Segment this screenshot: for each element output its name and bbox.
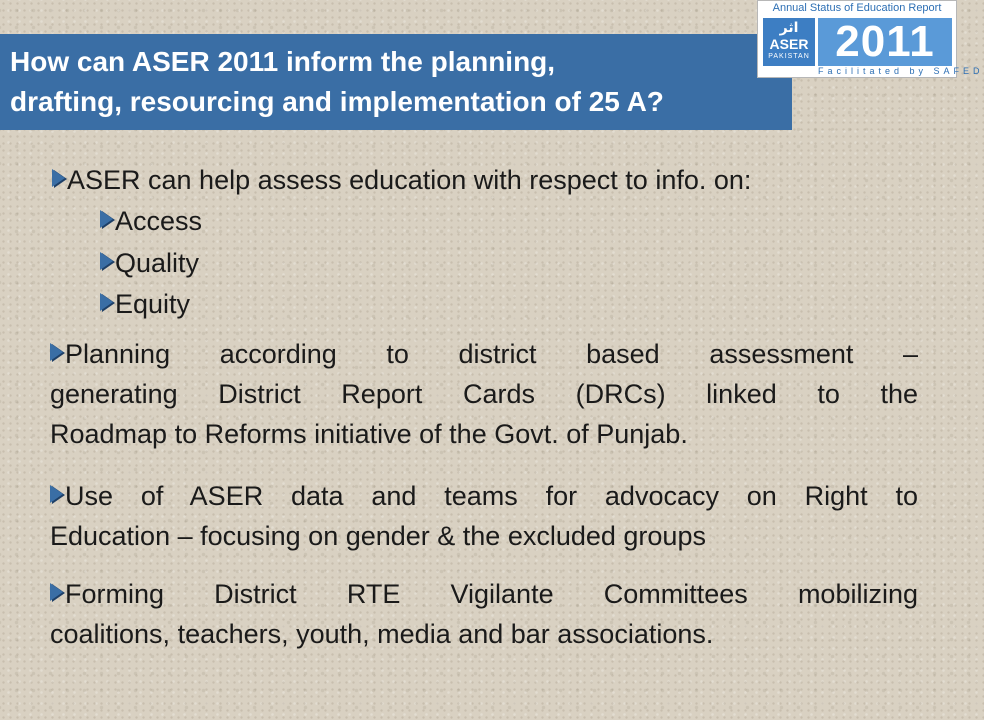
logo-facilitated-text: Facilitated by SAFED [818, 66, 984, 76]
aser-logo [757, 0, 984, 78]
sub-bullet-quality [100, 243, 199, 283]
bullet-text-line: Forming District RTE Vigilante Committees mobilizing [65, 579, 918, 609]
arrow-bullet-icon [50, 583, 63, 601]
bullet-text-line: Planning according to district based assessment – [65, 339, 918, 369]
bullet-item-planning [50, 334, 918, 454]
arrow-bullet-icon [100, 210, 113, 228]
bullet-text-line: Education – focusing on gender & the excluded groups [50, 521, 706, 551]
logo-aser-text: ASER [769, 36, 809, 52]
arrow-bullet-icon [100, 293, 113, 311]
logo-country-text: PAKISTAN [768, 53, 810, 60]
arrow-bullet-icon [100, 252, 113, 270]
logo-aser-block [763, 18, 815, 66]
sub-bullet-text: Quality [115, 248, 200, 278]
bullet-item-committees [50, 574, 918, 654]
logo-urdu-text: اثر [779, 19, 799, 35]
sub-bullet-text: Access [115, 206, 203, 236]
bullet-text-line: generating District Report Cards (DRCs) linked to the [50, 379, 918, 409]
bullet-text: ASER can help assess education with respect to info. on: [67, 165, 752, 195]
sub-bullet-text: Equity [115, 289, 191, 319]
arrow-bullet-icon [52, 169, 65, 187]
sub-bullet-equity [100, 284, 190, 324]
slide-title-line-1: How can ASER 2011 inform the planning, [10, 46, 556, 77]
bullet-text-line: coalitions, teachers, youth, media and bar associations. [50, 619, 714, 649]
bullet-text-line: Roadmap to Reforms initiative of the Govt. of Punjab. [50, 419, 688, 449]
logo-year: 2011 [818, 18, 952, 66]
logo-caption: Annual Status of Education Report [772, 2, 942, 14]
sub-bullet-access [100, 201, 202, 241]
arrow-bullet-icon [50, 343, 63, 361]
arrow-bullet-icon [50, 485, 63, 503]
bullet-item-assess [52, 160, 751, 200]
bullet-item-advocacy [50, 476, 918, 556]
slide-title-line-2: drafting, resourcing and implementation of 25 A? [10, 86, 664, 117]
bullet-text-line: Use of ASER data and teams for advocacy on Right to [65, 481, 918, 511]
slide-title [0, 34, 792, 130]
